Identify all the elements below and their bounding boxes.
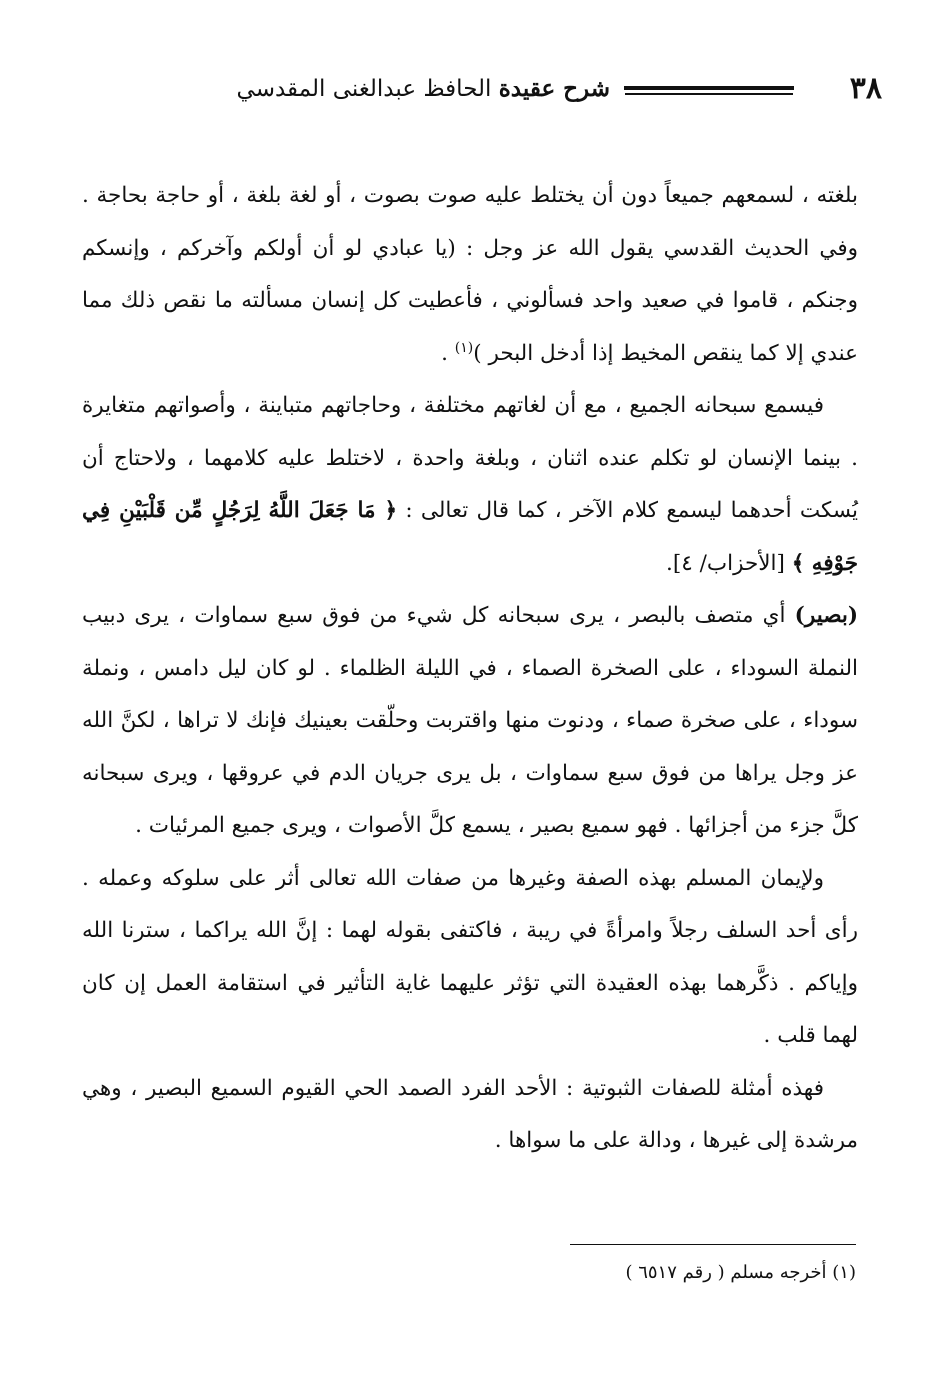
body-text (82, 170, 858, 1168)
footnote: (١) أخرجه مسلم ( رقم ٦٥١٧ ) (625, 1262, 856, 1283)
page-number: ٣٨ (849, 70, 882, 106)
paragraph-2 (82, 380, 858, 590)
header-rule (624, 86, 794, 90)
running-title (237, 75, 610, 102)
verse-citation: [الأحزاب/ ٤]. (666, 550, 792, 576)
attribute-term: (بصير) (794, 603, 858, 628)
running-title-rest: الحافظ عبدالغنى المقدسي (236, 75, 499, 102)
running-title-bold: شرح عقيدة (498, 74, 610, 102)
footnote-reference: (١) (454, 339, 474, 356)
paragraph-1-end: . (441, 340, 455, 366)
paragraph-4: ولإيمان المسلم بهذه الصفة وغيرها من صفات الله تعالى أثر على سلوكه وعمله . رأى أحد السلف رجلاً وامرأةً في ريبة ، فاكتفى بقوله لهما : إنَّ الله يراكما ، سترنا الله وإياكم . ذكَّرهما بهذه العقيدة التي تؤثر عليهما غاية التأثير في استقامة العمل إن كان لهما قلب . (82, 865, 858, 1048)
quran-verse: ﴿ مَا جَعَلَ اللَّهُ لِرَجُلٍ مِّن قَلْبَيْنِ فِي جَوْفِهِ ﴾ (82, 498, 858, 576)
footnote-divider (570, 1244, 856, 1245)
paragraph-5: فهذه أمثلة للصفات الثبوتية : الأحد الفرد الصمد الحي القيوم السميع البصير ، وهي مرشدة إلى غيرها ، ودالة على ما سواها . (82, 1075, 858, 1153)
page-header (74, 66, 882, 110)
paragraph-3 (82, 590, 858, 853)
paragraph-1 (82, 170, 858, 380)
paragraph-1-text: بلغته ، لسمعهم جميعاً دون أن يختلط عليه صوت بصوت ، أو لغة بلغة ، أو حاجة بحاجة . وفي الحديث القدسي يقول الله عز وجل : (يا عبادي لو أن أولكم وآخركم ، وإنسكم وجنكم ، قاموا في صعيد واحد فسألوني ، فأعطيت كل إنسان مسألته ما نقص ذلك مما عندي إلا كما ينقص المخيط إذا أدخل البحر ) (82, 183, 858, 366)
paragraph-3-text: أي متصف بالبصر ، يرى سبحانه كل شيء من فوق سبع سماوات ، يرى دبيب النملة السوداء ، على الصخرة الصماء ، في الليلة الظلماء . لو كان ليل دامس ، ونملة سوداء ، على صخرة صماء ، ودنوت منها واقتربت وحلّقت بعينيك فإنك لا تراها ، لكنَّ الله عز وجل يراها من فوق سبع سماوات ، بل يرى جريان الدم في عروقها ، ويرى سبحانه كلَّ جزء من أجزائها . فهو سميع بصير ، يسمع كلَّ الأصوات ، ويرى جميع المرئيات . (82, 603, 858, 838)
paragraph-2-text: فيسمع سبحانه الجميع ، مع أن لغاتهم مختلفة ، وحاجاتهم متباينة ، وأصواتهم متغايرة . بينما الإنسان لو تكلم عنده اثنان ، وبلغة واحدة ، لاختلط عليه كلامهما ، ولاحتاج أن يُسكت أحدهما ليسمع كلام الآخر ، كما قال تعالى : (82, 393, 858, 523)
